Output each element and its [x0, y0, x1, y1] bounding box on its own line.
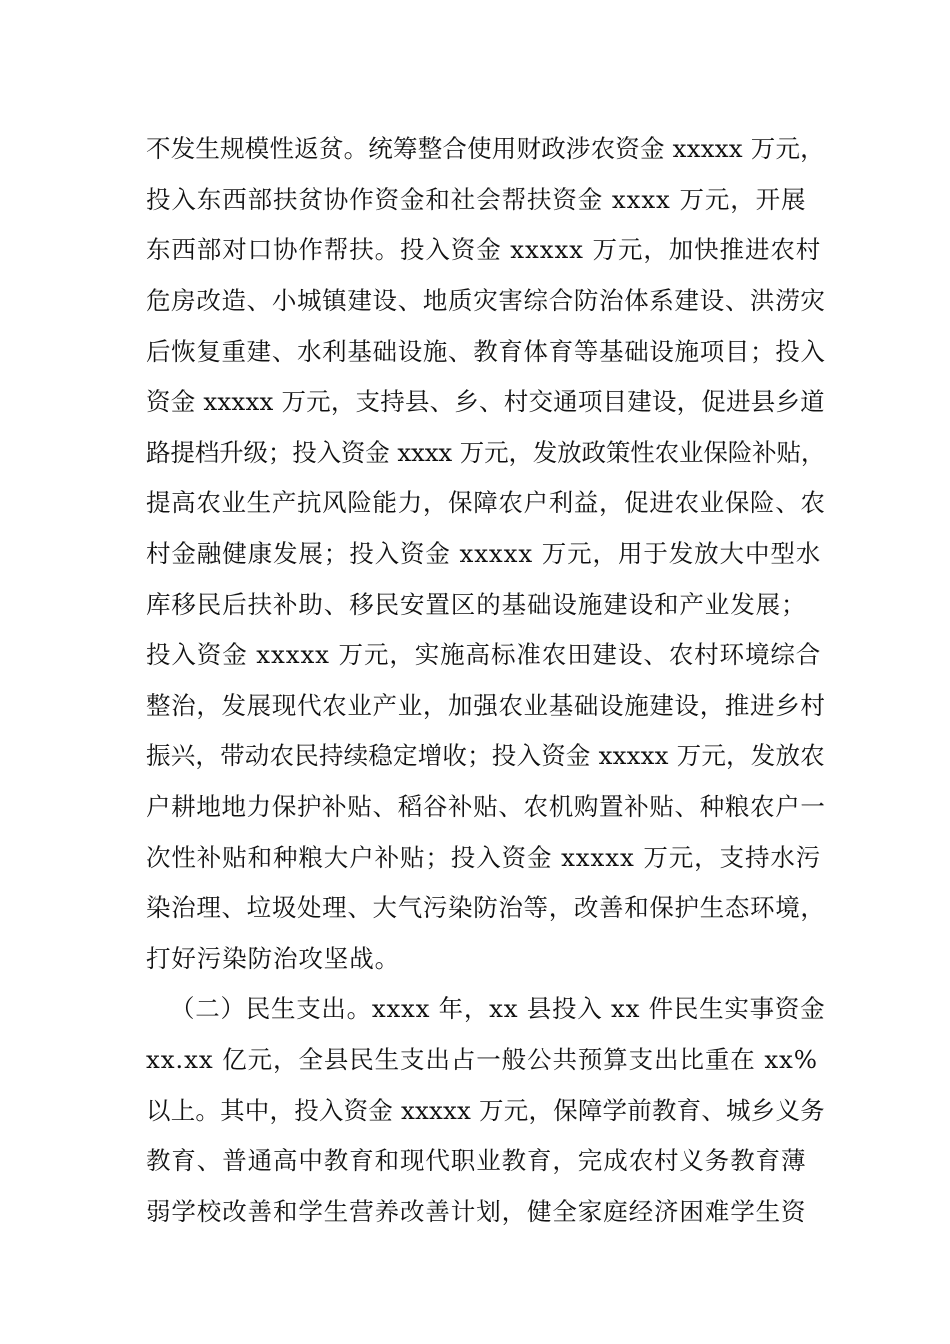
text-line: 后恢复重建、水利基础设施、教育体育等基础设施项目；投入	[146, 337, 826, 366]
text-line: 打好污染防治攻坚战。	[146, 944, 400, 973]
text-line: 提高农业生产抗风险能力，保障农户利益，促进农业保险、农	[146, 488, 826, 517]
text-line: 不发生规模性返贫。统筹整合使用财政涉农资金 xxxxx 万元，	[146, 134, 825, 163]
text-line: xx.xx 亿元，全县民生支出占一般公共预算支出比重在 xx%	[146, 1045, 818, 1074]
text-line: 教育、普通高中教育和现代职业教育，完成农村义务教育薄	[146, 1146, 807, 1175]
text-line: 弱学校改善和学生营养改善计划，健全家庭经济困难学生资	[146, 1197, 807, 1226]
text-line: 次性补贴和种粮大户补贴；投入资金 xxxxx 万元，支持水污	[146, 843, 822, 872]
text-line: 资金 xxxxx 万元，支持县、乡、村交通项目建设，促进县乡道	[146, 387, 825, 416]
text-line: 整治，发展现代农业产业，加强农业基础设施建设，推进乡村	[146, 691, 826, 720]
text-line: 投入东西部扶贫协作资金和社会帮扶资金 xxxx 万元，开展	[146, 185, 807, 214]
text-line: 户耕地地力保护补贴、稻谷补贴、农机购置补贴、种粮农户一	[146, 792, 826, 821]
text-line: 以上。其中，投入资金 xxxxx 万元，保障学前教育、城乡义务	[146, 1096, 825, 1125]
text-line: 路提档升级；投入资金 xxxx 万元，发放政策性农业保险补贴，	[146, 438, 826, 467]
text-line: 库移民后扶补助、移民安置区的基础设施建设和产业发展；	[146, 590, 807, 619]
text-line: 东西部对口协作帮扶。投入资金 xxxxx 万元，加快推进农村	[146, 235, 822, 264]
text-line: 危房改造、小城镇建设、地质灾害综合防治体系建设、洪涝灾	[146, 286, 826, 315]
section-heading-line: （二）民生支出。xxxx 年，xx 县投入 xx 件民生实事资金	[170, 994, 826, 1023]
text-line: 投入资金 xxxxx 万元，实施高标准农田建设、农村环境综合	[146, 640, 822, 669]
text-line: 染治理、垃圾处理、大气污染防治等，改善和保护生态环境，	[146, 893, 826, 922]
text-line: 振兴，带动农民持续稳定增收；投入资金 xxxxx 万元，发放农	[146, 741, 825, 770]
text-line: 村金融健康发展；投入资金 xxxxx 万元，用于发放大中型水	[146, 539, 822, 568]
